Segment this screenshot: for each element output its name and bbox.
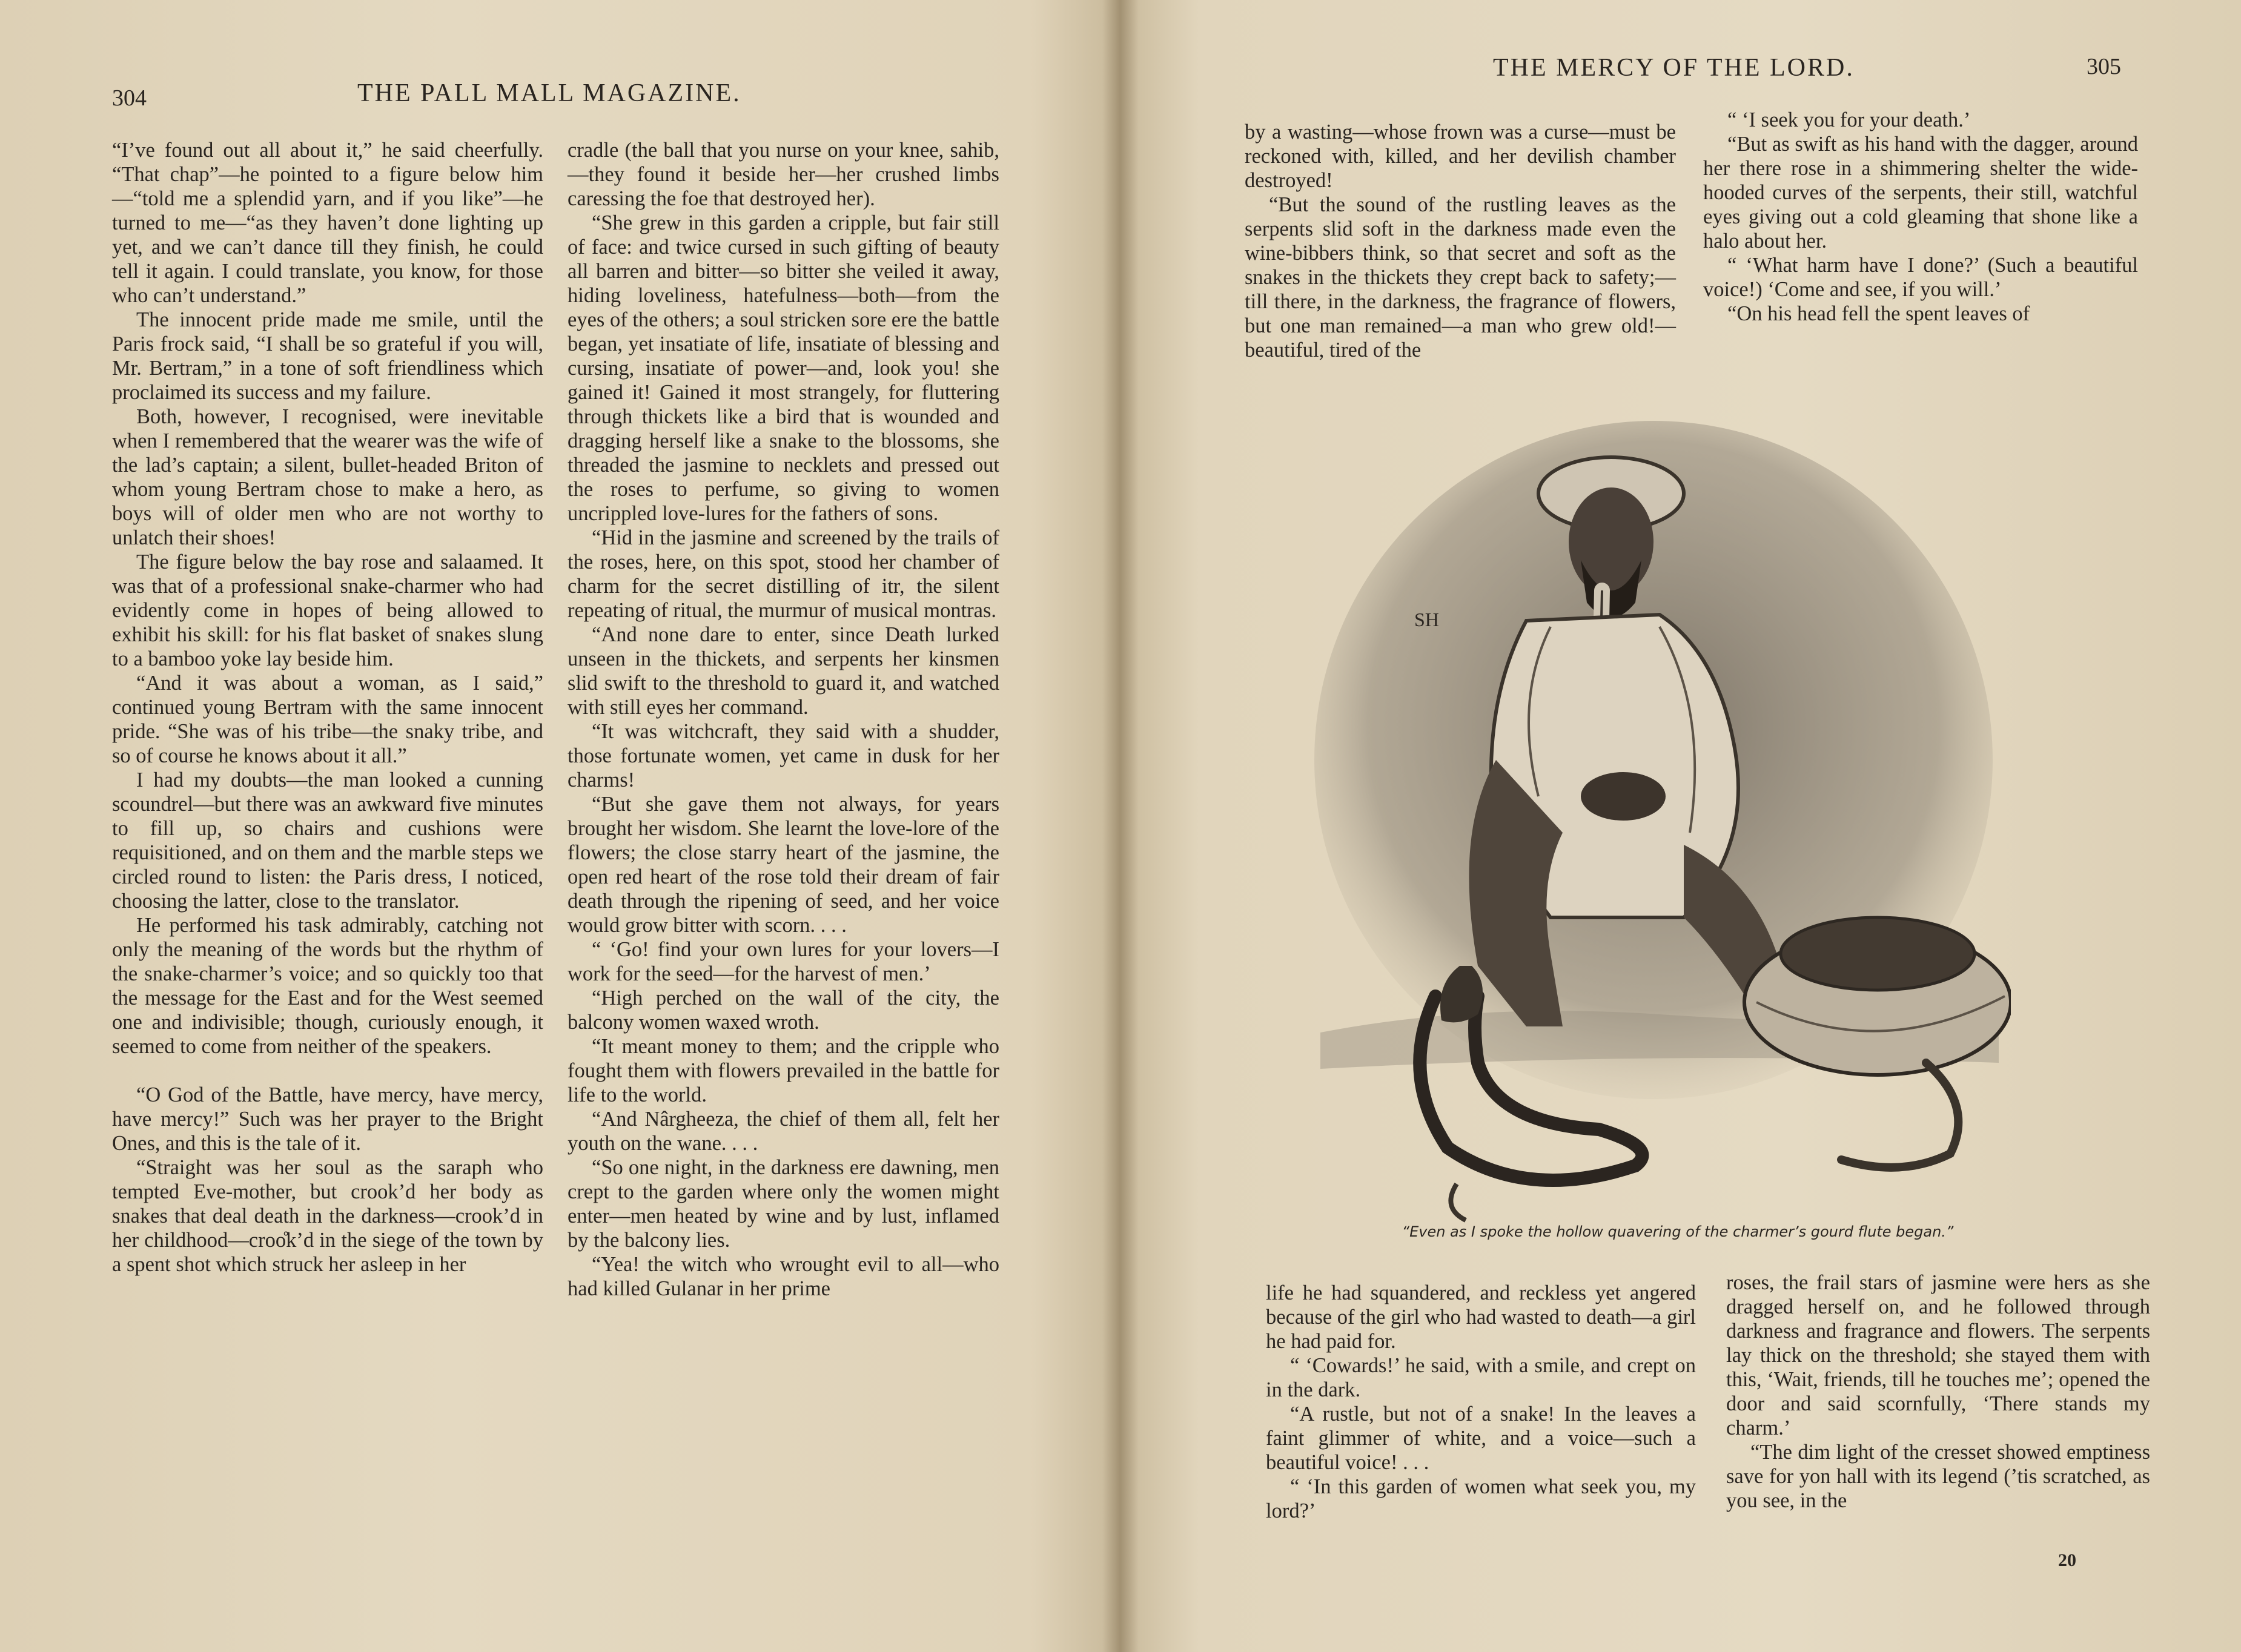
left-column-1 <box>112 138 543 1277</box>
paragraph: roses, the frail stars of jasmine were hers as she dragged herself on, and he followed through darkness and fragrance and flowers. The serpents lay thick on the threshold; she stayed them with this, ‘Wait, friends, till he touches me’; opened the door and said scornfully, ‘There stands my charm.’ <box>1726 1271 2150 1439</box>
signature-mark: 20 <box>2058 1550 2076 1570</box>
paragraph: “And Nârgheeza, the chief of them all, felt her youth on the wane. . . . <box>568 1108 999 1155</box>
paragraph: “It meant money to them; and the cripple who fought them with flowers prevailed in the battle for life to the world. <box>568 1035 999 1106</box>
right-column-2-bottom <box>1726 1270 2150 1513</box>
paragraph: “ ‘I seek you for your death.’ <box>1727 108 1971 131</box>
paragraph: “But she gave them not always, for years brought her wisdom. She learnt the love-lore of the flowers; the close starry heart of the jasmine, the open red heart of the rose told their dream of fair death through the ripening of seed, and her voice would grow bitter with scorn. . . . <box>568 793 999 937</box>
page-number-right: 305 <box>2087 54 2121 79</box>
paragraph: “A rustle, but not of a snake! In the leaves a faint glimmer of white, and a voice—such a beautiful voice! . . . <box>1266 1403 1696 1474</box>
artist-signature: SH <box>1414 609 1439 630</box>
paragraph: The innocent pride made me smile, until the Paris frock said, “I shall be so grateful if you will, Mr. Bertram,” in a tone of soft friendliness which proclaimed its success and my failure. <box>112 308 543 404</box>
page-number-left: 304 <box>112 85 147 111</box>
paragraph: “High perched on the wall of the city, the balcony women waxed wroth. <box>568 986 999 1034</box>
paragraph: “O God of the Battle, have mercy, have mercy, have mercy!” Such was her prayer to the Bright Ones, and this is the tale of it. <box>112 1083 543 1155</box>
book-gutter <box>1102 0 1139 1652</box>
left-page <box>0 0 1120 1652</box>
paragraph: “On his head fell the spent leaves of <box>1727 302 2030 325</box>
paragraph: “And it was about a woman, as I said,” continued young Bertram with the same innocent pride. “She was of his tribe—the snaky tribe, and so of course he knows about it all.” <box>112 672 543 767</box>
paragraph: “ ‘What harm have I done?’ (Such a beautiful voice!) ‘Come and see, if you will.’ <box>1703 254 2138 301</box>
right-column-2-top <box>1703 108 2138 326</box>
right-column-1-bottom <box>1266 1281 1696 1523</box>
paragraph: life he had squandered, and reckless yet angered because of the girl who had wasted to death—a girl he had paid for. <box>1266 1281 1696 1353</box>
paragraph: “But as swift as his hand with the dagger, around her there rose in a shimmering shelter the wide-hooded curves of the serpents, their still, watchful eyes giving out a cold gleaming that shone like a halo about her. <box>1703 133 2138 253</box>
paragraph: “But the sound of the rustling leaves as the serpents slid soft in the darkness made even the wine-bibbers think, so that secret and soft as the snakes in the thickets they crept back to safety;—till there, in the darkness, the fragrance of flowers, but one man remained—a man who grew old!—beautiful, tired of the <box>1245 193 1676 362</box>
paragraph: “I’ve found out all about it,” he said cheerfully. “That chap”—he pointed to a figure below him—“told me a splendid yarn, and if you like”—he turned to me—“as they haven’t done lighting up yet, and we can’t dance till they finish, he could tell it again. I could translate, you know, for those who can’t understand.” <box>112 139 543 307</box>
paragraph: “She grew in this garden a cripple, but fair still of face: and twice cursed in such gifting of beauty all barren and bitter—so bitter she veiled it away, hiding loveliness, hatefulness—both—from the eyes of the others; a soul stricken sore ere the battle began, yet insatiate of life, insatiate of blessing and cursing, insatiate of power—and, look you! she gained it! Gained it most strangely, for fluttering through thickets like a bird that is wounded and dragging herself like a snake to the blossoms, she threaded the jasmine to necklets and pressed out the roses to perfume, so giving to women uncrippled love-lures for the fathers of sons. <box>568 211 999 525</box>
illustration-caption: “Even as I spoke the hollow quavering of the charmer’s gourd flute began.” <box>1402 1223 1954 1240</box>
snake-charmer-illustration <box>1296 421 2011 1226</box>
paragraph: He performed his task admirably, catching not only the meaning of the words but the rhythm of the snake-charmer’s voice; and so quickly too that the message for the East and for the West seemed one and indivisible; though, curiously enough, it seemed to come from neither of the speakers. <box>112 914 543 1058</box>
paragraph: I had my doubts—the man looked a cunning scoundrel—but there was an awkward five minutes to fill up, so chairs and cushions were requisitioned, and on them and the marble steps we circled round to listen: the Paris dress, I noticed, choosing the latter, close to the translator. <box>112 768 543 913</box>
running-head-left: THE PALL MALL MAGAZINE. <box>357 79 741 107</box>
paragraph: The figure below the bay rose and salaamed. It was that of a professional snake-charmer who had evidently come in hopes of being allowed to exhibit his skill: for his flat basket of snakes slung to a bamboo yoke lay beside him. <box>112 550 543 670</box>
paragraph: cradle (the ball that you nurse on your knee, sahib,—they found it beside her—her crushed limbs caressing the foe that destroyed her). <box>568 139 999 210</box>
paragraph: “It was witchcraft, they said with a shudder, those fortunate women, yet came in dusk for her charms! <box>568 720 999 791</box>
paragraph: “ ‘Cowards!’ he said, with a smile, and crept on in the dark. <box>1266 1354 1696 1401</box>
paragraph: “So one night, in the darkness ere dawning, men crept to the garden where only the women might enter—men heated by wine and by lust, inflamed by the balcony lies. <box>568 1156 999 1252</box>
paragraph: “Yea! the witch who wrought evil to all—who had killed Gulanar in her prime <box>568 1253 999 1300</box>
left-column-2 <box>568 138 999 1301</box>
paragraph: “ ‘In this garden of women what seek you, my lord?’ <box>1266 1475 1696 1522</box>
paragraph: “ ‘Go! find your own lures for your lovers—I work for the seed—for the harvest of men.’ <box>568 938 999 985</box>
paragraph: “Straight was her soul as the saraph who tempted Eve-mother, but crook’d her body as snakes that deal death in the darkness—crook’d in her childhood—croo̊k’d in the siege of the town by a spent shot which struck her asleep in her <box>112 1156 543 1276</box>
running-head-right: THE MERCY OF THE LORD. <box>1493 54 1855 82</box>
paragraph: “And none dare to enter, since Death lurked unseen in the thickets, and serpents her kinsmen slid swift to the threshold to guard it, and watched with still eyes her command. <box>568 623 999 719</box>
paragraph: “The dim light of the cresset showed emptiness save for yon hall with its legend (’tis scratched, as you see, in the <box>1726 1441 2150 1512</box>
paragraph: by a wasting—whose frown was a curse—must be reckoned with, killed, and her devilish chamber destroyed! <box>1245 121 1676 192</box>
paragraph: Both, however, I recognised, were inevitable when I remembered that the wearer was the wife of the lad’s captain; a silent, bullet-headed Briton of whom young Bertram chose to make a hero, as boys will of older men who are not worthy to unlatch their shoes! <box>112 405 543 549</box>
paragraph: “Hid in the jasmine and screened by the trails of the roses, here, on this spot, stood her chamber of charm for the secret distilling of itr, the silent repeating of ritual, the murmur of musical montras. <box>568 526 999 622</box>
right-column-1-top <box>1245 120 1676 362</box>
